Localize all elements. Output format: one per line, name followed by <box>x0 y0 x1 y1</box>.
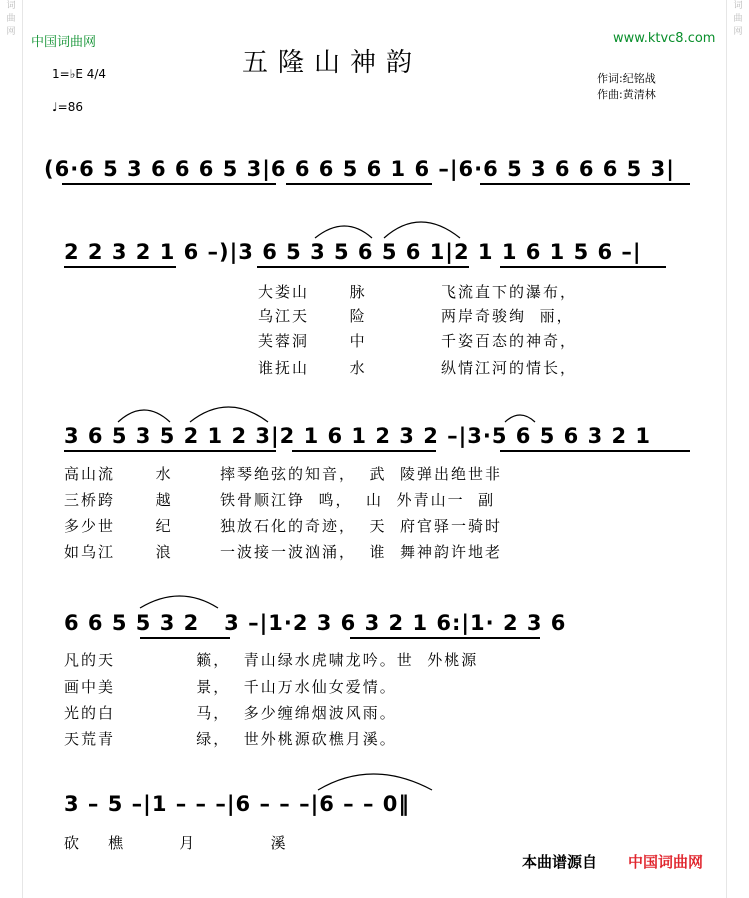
lyric-verse-1: 高山流 水 摔琴绝弦的知音， 武 陵弹出绝世非 <box>64 465 503 483</box>
notation-line: 3 6 5 3 5 2 1 2 3|2 1 6 1 2 3 2 –|3·5 6 5 6 3 2 1 <box>64 424 652 448</box>
lyric-verse-1: 大娄山 脉 飞流直下的瀑布， <box>258 283 578 301</box>
slur <box>384 222 460 238</box>
lyric-verse-4: 谁抚山 水 纵情江河的情长， <box>258 359 578 377</box>
lyric-verse-2: 三桥跨 越 铁骨顺江铮 鸣， 山 外青山一 副 <box>64 491 496 509</box>
lyric-verse-1: 凡的天 籁， 青山绿水虎啸龙吟。世 外桃源 <box>64 651 479 669</box>
lyric-verse-3: 光的白 马， 多少缠绵烟波风雨。 <box>64 704 397 722</box>
lyric-verse-1: 砍 樵 月 溪 <box>64 834 288 852</box>
lyric-verse-4: 天荒青 绿， 世外桃源砍樵月溪。 <box>64 730 397 748</box>
composer: 作曲:黄清林 <box>597 88 656 101</box>
lyric-verse-3: 芙蓉洞 中 千姿百态的神奇， <box>258 332 578 350</box>
lyric-verse-2: 乌江天 险 两岸奇骏绚 丽， <box>258 307 574 325</box>
slur <box>315 226 372 238</box>
song-title: 五隆山神韵 <box>242 48 423 78</box>
notation-line: (6·6 5 3 6 6 6 5 3|6 6 6 5 6 1 6 –|6·6 5 3 6 6 6 5 3| <box>44 157 675 181</box>
edge-watermark-text: 词曲网 <box>733 1 743 37</box>
slur <box>505 415 535 422</box>
site-watermark-left: 中国词曲网 <box>31 35 97 50</box>
notation-line: 6 6 5 5 3 2 3 –|1·2 3 6 3 2 1 6:|1· 2 3 6 <box>64 611 567 635</box>
source-label: 本曲谱源自 <box>522 853 598 871</box>
site-url: www.ktvc8.com <box>613 31 716 46</box>
lyric-verse-2: 画中美 景， 千山万水仙女爱情。 <box>64 678 397 696</box>
notation-line: 3 – 5 –|1 – – –|6 – – –|6 – – 0‖ <box>64 792 410 816</box>
key-signature: 1=♭E 4/4 <box>52 67 107 81</box>
slur <box>140 596 218 608</box>
lyric-verse-3: 多少世 纪 独放石化的奇迹， 天 府官驿一骑时 <box>64 517 503 535</box>
tempo-marking: ♩=86 <box>52 100 83 114</box>
slur <box>118 410 170 422</box>
edge-watermark-text: 词曲网 <box>6 1 16 37</box>
source-site: 中国词曲网 <box>628 853 704 871</box>
lyric-verse-4: 如乌江 浪 一波接一波汹涌， 谁 舞神韵许地老 <box>64 543 503 561</box>
notation-line: 2 2 3 2 1 6 –)|3 6 5 3 5 6 5 6 1|2 1 1 6 1 5 6 –| <box>64 240 642 264</box>
lyricist: 作词:纪铭战 <box>597 72 656 85</box>
tie <box>318 774 432 790</box>
slur <box>190 407 268 422</box>
